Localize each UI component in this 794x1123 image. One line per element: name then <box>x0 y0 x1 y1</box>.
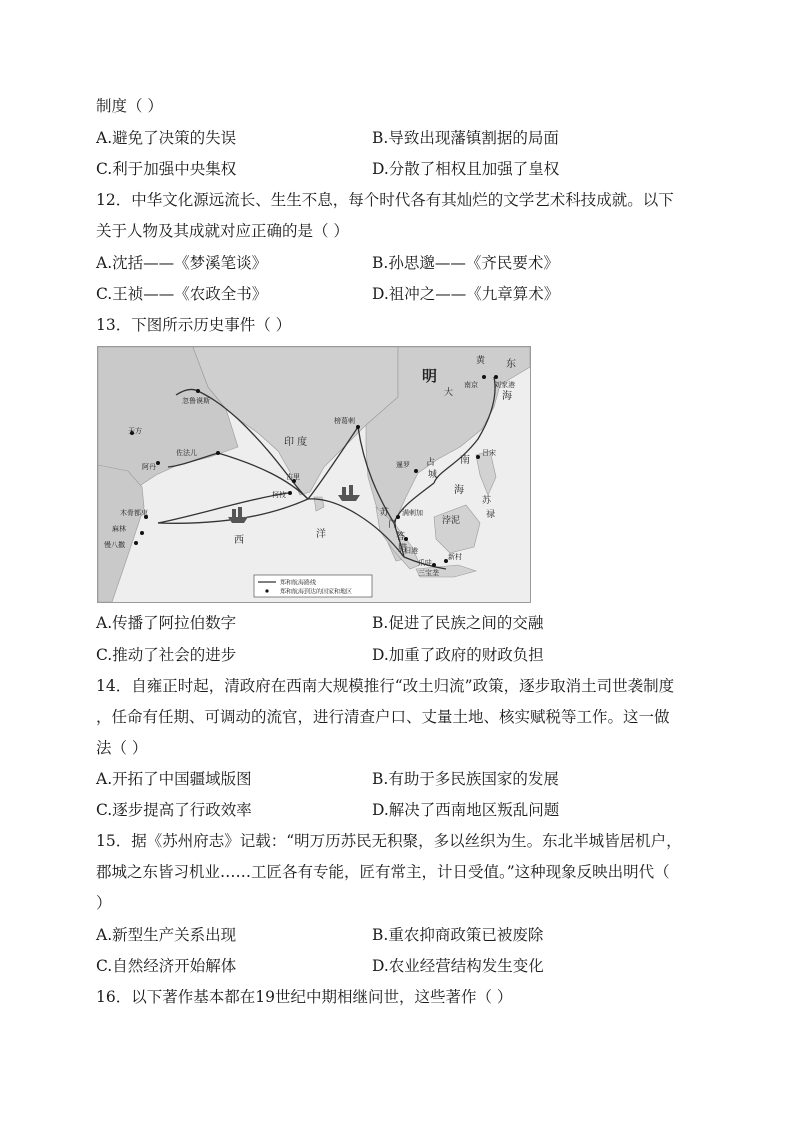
legend-route: 郑和航海路线 <box>280 579 317 587</box>
place-hulumosi: 忽鲁谟斯 <box>182 397 210 405</box>
label-su: 苏 <box>482 496 492 506</box>
place-adan: 阿丹 <box>142 463 156 471</box>
q12-option-d: D.祖冲之——《九章算术》 <box>372 285 560 303</box>
label-nan: 南 <box>460 455 470 466</box>
place-sanbaolong: 三宝垄 <box>418 569 439 577</box>
place-lusong: 吕宋 <box>482 449 496 457</box>
q12-option-c: C.王祯——《农政全书》 <box>96 285 268 303</box>
q11-tail: 制度（ ） <box>96 97 163 115</box>
place-zuofaer: 佐法儿 <box>176 449 197 457</box>
q14-option-d: D.解决了西南地区叛乱问题 <box>372 801 560 819</box>
q11-option-a: A.避免了决策的失误 <box>96 129 237 147</box>
place-xincun: 新村 <box>448 553 462 561</box>
place-mugudushu: 木骨都束 <box>120 509 148 517</box>
q15-stem-1: 15．据《苏州府志》记载：“明万历苏民无积聚，多以丝织为生。东北半城皆居机户， <box>96 832 682 850</box>
q14-stem-1: 14．自雍正时起，清政府在西南大规模推行“改土归流”政策，逐步取消土司世袭制度 <box>96 677 675 695</box>
label-dong: 东 <box>506 359 516 370</box>
label-lu: 禄 <box>486 510 496 520</box>
q13-option-b: B.促进了民族之间的交融 <box>372 614 544 632</box>
label-la: 腊 <box>398 544 408 554</box>
label-huang: 黄 <box>476 356 486 366</box>
place-bangela: 榜葛剌 <box>334 417 355 425</box>
q14-stem-2: ，任命有任期、可调动的流官，进行清查户口、丈量土地、核实赋税等工作。这一做 <box>96 708 670 726</box>
q15-option-b: B.重农抑商政策已被废除 <box>372 926 544 944</box>
q13-stem: 13．下图所示历史事件（ ） <box>96 316 292 334</box>
place-jiugang: 旧港 <box>404 547 418 555</box>
place-xianluo: 暹罗 <box>396 461 410 469</box>
place-liujiagang: 刘家港 <box>494 381 515 389</box>
q15-stem-3: ） <box>96 894 112 912</box>
q15-stem-2: 郡城之东皆习机业……工匠各有专能，匠有常主，计日受值。”这种现象反映出明代（ <box>96 863 670 881</box>
label-dong-hai: 海 <box>502 391 512 402</box>
label-yang: 洋 <box>316 529 326 540</box>
label-xi: 西 <box>234 535 244 546</box>
q13-option-a: A.传播了阿拉伯数字 <box>96 614 237 632</box>
q15-option-a: A.新型生产关系出现 <box>96 926 237 944</box>
label-cheng: 城 <box>428 470 438 480</box>
label-men: 门 <box>388 520 398 530</box>
q16-stem: 16．以下著作基本都在19世纪中期相继问世，这些著作（ ） <box>96 988 513 1006</box>
label-da: 大 <box>444 388 454 398</box>
label-ming: 明 <box>422 367 438 385</box>
map-canvas <box>98 347 530 602</box>
q14-option-b: B.有助于多民族国家的发展 <box>372 770 559 788</box>
place-zhaowa: 爪哇 <box>418 559 432 567</box>
place-malin: 麻林 <box>112 525 126 533</box>
q12-stem-1: 12．中华文化源远流长、生生不息，每个时代各有其灿烂的文学艺术科技成就。以下 <box>96 191 674 209</box>
zheng-he-voyage-map <box>97 346 531 603</box>
q14-option-a: A.开拓了中国疆域版图 <box>96 770 252 788</box>
q11-option-d: D.分散了相权且加强了皇权 <box>372 160 560 178</box>
legend-visited: 郑和航海到达的国家和地区 <box>280 588 353 596</box>
q15-option-d: D.农业经营结构发生变化 <box>372 957 544 975</box>
q14-option-c: C.逐步提高了行政效率 <box>96 801 252 819</box>
place-kezhi: 柯枝 <box>272 491 286 499</box>
label-sumen: 苏 <box>380 508 390 518</box>
place-guli: 古里 <box>286 473 300 481</box>
label-nan-hai: 海 <box>454 485 464 496</box>
label-boni: 浡泥 <box>442 516 461 526</box>
q12-option-b: B.孙思邈——《齐民要术》 <box>372 254 559 272</box>
map-legend <box>254 575 372 597</box>
label-zhan: 占 <box>426 458 436 468</box>
q12-option-a: A.沈括——《梦溪笔谈》 <box>96 254 268 272</box>
q13-option-c: C.推动了社会的进步 <box>96 646 237 664</box>
q12-stem-2: 关于人物及其成就对应正确的是（ ） <box>96 222 349 240</box>
label-india: 印 度 <box>284 437 308 448</box>
q11-option-c: C.利于加强中央集权 <box>96 160 237 178</box>
place-manlajia: 满剌加 <box>402 509 423 517</box>
q11-option-b: B.导致出现藩镇割据的局面 <box>372 129 559 147</box>
q13-option-d: D.加重了政府的财政负担 <box>372 646 544 664</box>
place-nanjing: 南京 <box>464 381 478 389</box>
q14-stem-3: 法（ ） <box>96 739 148 757</box>
label-da2: 答 <box>396 532 406 542</box>
place-manbasa: 慢八撒 <box>104 541 125 549</box>
place-tianfang: 天方 <box>128 427 142 435</box>
q15-option-c: C.自然经济开始解体 <box>96 957 237 975</box>
